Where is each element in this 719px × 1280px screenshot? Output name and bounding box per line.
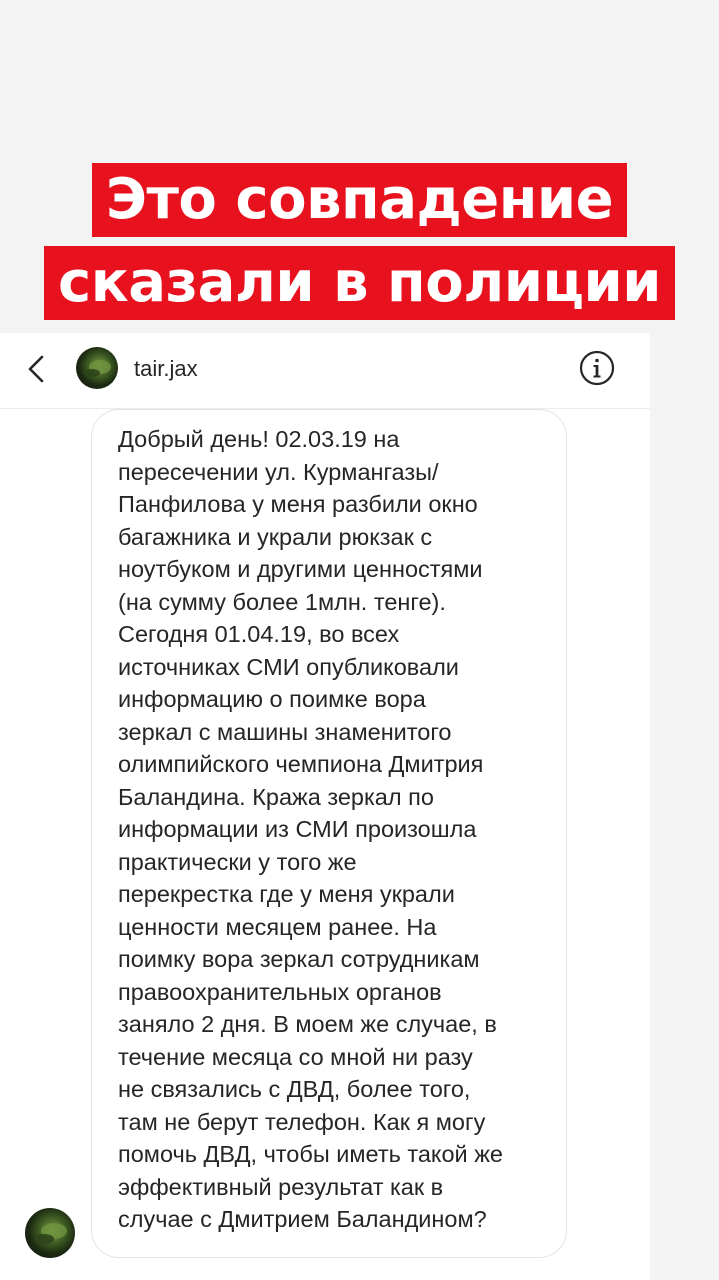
headline-text-line-1: Это совпадение xyxy=(92,163,627,237)
info-button[interactable] xyxy=(578,349,616,387)
message-text: Добрый день! 02.03.19 на пересечении ул. Курмангазы/ Панфилова у меня разбили окно багажника и украли рюкзак с ноутбуком и другими ценностями (на сумму более 1млн. тенге). Сегодня 01.04.19, во всех источниках СМИ опубликовали информацию о поимке вора зеркал с машины знаменитого олимпийского чемпиона Дмитрия Баландина. Кража зеркал по информации из СМИ произошла практически у того же перекрестка где у меня украли ценности месяцем ранее. На поимку вора зеркал сотрудникам правоохранительных органов заняло 2 дня. В моем же случае, в течение месяца со мной ни разу не связались с ДВД, более того, там не берут телефон. Как я могу помочь ДВД, чтобы иметь такой же эффективный результат как в случае с Дмитрием Баландином? xyxy=(118,426,503,1232)
avatar-image xyxy=(25,1208,75,1258)
chevron-left-icon xyxy=(22,349,54,389)
avatar[interactable] xyxy=(76,347,118,389)
headline-banner-line-2 xyxy=(0,246,719,320)
direct-message-screenshot xyxy=(0,333,650,1280)
chat-header xyxy=(0,333,650,405)
info-icon xyxy=(578,349,616,387)
avatar-image xyxy=(76,347,118,389)
headline-text-line-2: сказали в полиции xyxy=(44,246,675,320)
username[interactable]: tair.jax xyxy=(134,356,198,381)
back-button[interactable] xyxy=(22,349,54,389)
headline-banner-line-1 xyxy=(0,163,719,237)
message-bubble[interactable] xyxy=(91,409,567,1258)
sender-avatar[interactable] xyxy=(25,1208,75,1258)
